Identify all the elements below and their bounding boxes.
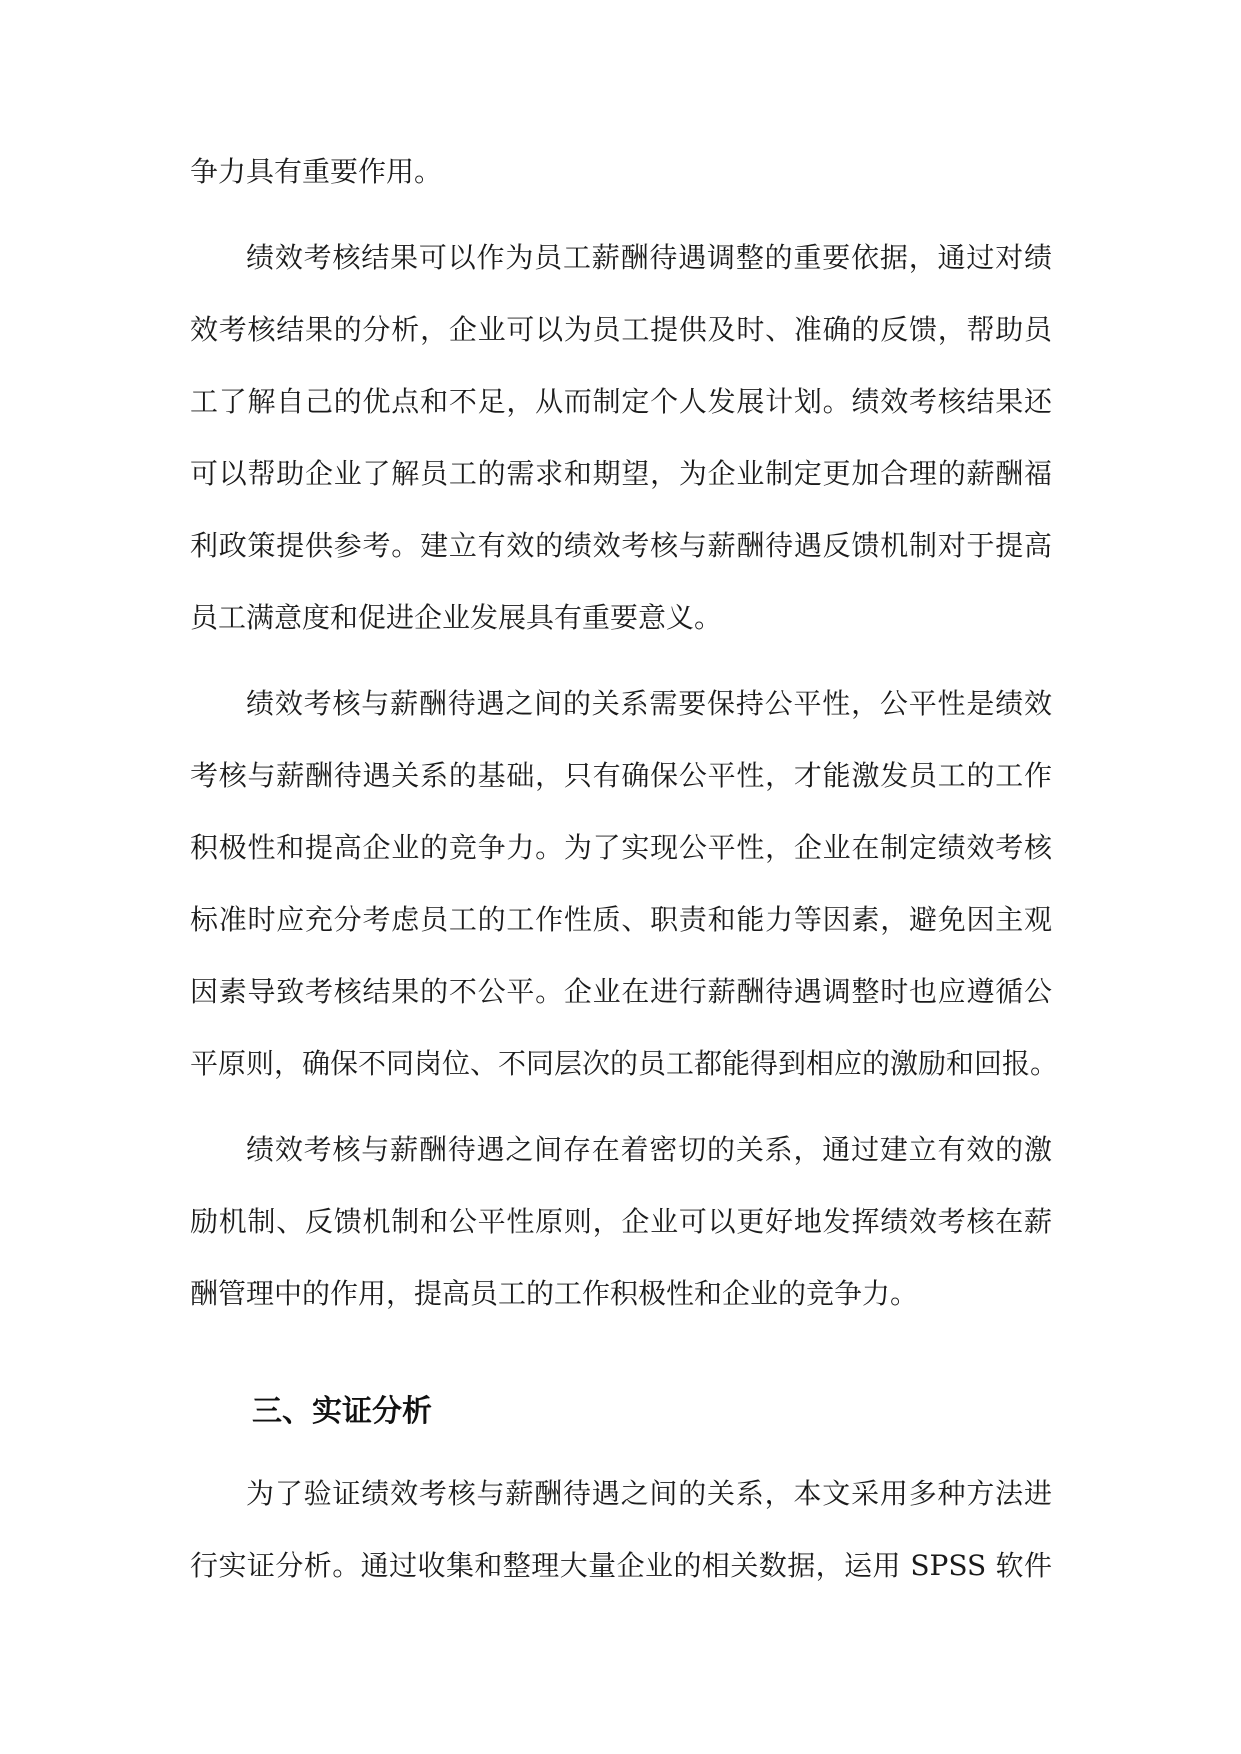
section-heading: 三、实证分析 xyxy=(252,1394,432,1429)
paragraph-line: 为了验证绩效考核与薪酬待遇之间的关系，本文采用多种方法进 xyxy=(246,1477,1052,1510)
paragraph-line: 绩效考核与薪酬待遇之间存在着密切的关系，通过建立有效的激 xyxy=(246,1133,1052,1166)
paragraph-line: 争力具有重要作用。 xyxy=(190,155,443,188)
paragraph-line: 员工满意度和促进企业发展具有重要意义。 xyxy=(190,601,723,634)
paragraph-line: 考核与薪酬待遇关系的基础，只有确保公平性，才能激发员工的工作 xyxy=(190,759,1052,792)
paragraph-line: 绩效考核结果可以作为员工薪酬待遇调整的重要依据，通过对绩 xyxy=(246,241,1052,274)
paragraph-line: 可以帮助企业了解员工的需求和期望，为企业制定更加合理的薪酬福 xyxy=(190,457,1052,490)
paragraph-line: 行实证分析。通过收集和整理大量企业的相关数据，运用 SPSS 软件 xyxy=(190,1549,1052,1582)
paragraph-line: 绩效考核与薪酬待遇之间的关系需要保持公平性，公平性是绩效 xyxy=(246,687,1052,720)
paragraph-line: 标准时应充分考虑员工的工作性质、职责和能力等因素，避免因主观 xyxy=(190,903,1052,936)
paragraph-line: 励机制、反馈机制和公平性原则，企业可以更好地发挥绩效考核在薪 xyxy=(190,1205,1052,1238)
paragraph-line: 利政策提供参考。建立有效的绩效考核与薪酬待遇反馈机制对于提高 xyxy=(190,529,1052,562)
paragraph-line: 效考核结果的分析，企业可以为员工提供及时、准确的反馈，帮助员 xyxy=(190,313,1052,346)
paragraph-line: 平原则，确保不同岗位、不同层次的员工都能得到相应的激励和回报。 xyxy=(190,1047,1059,1080)
paragraph-line: 酬管理中的作用，提高员工的工作积极性和企业的竞争力。 xyxy=(190,1277,919,1310)
paragraph-line: 因素导致考核结果的不公平。企业在进行薪酬待遇调整时也应遵循公 xyxy=(190,975,1052,1008)
paragraph-line: 积极性和提高企业的竞争力。为了实现公平性，企业在制定绩效考核 xyxy=(190,831,1052,864)
paragraph-line: 工了解自己的优点和不足，从而制定个人发展计划。绩效考核结果还 xyxy=(190,385,1052,418)
